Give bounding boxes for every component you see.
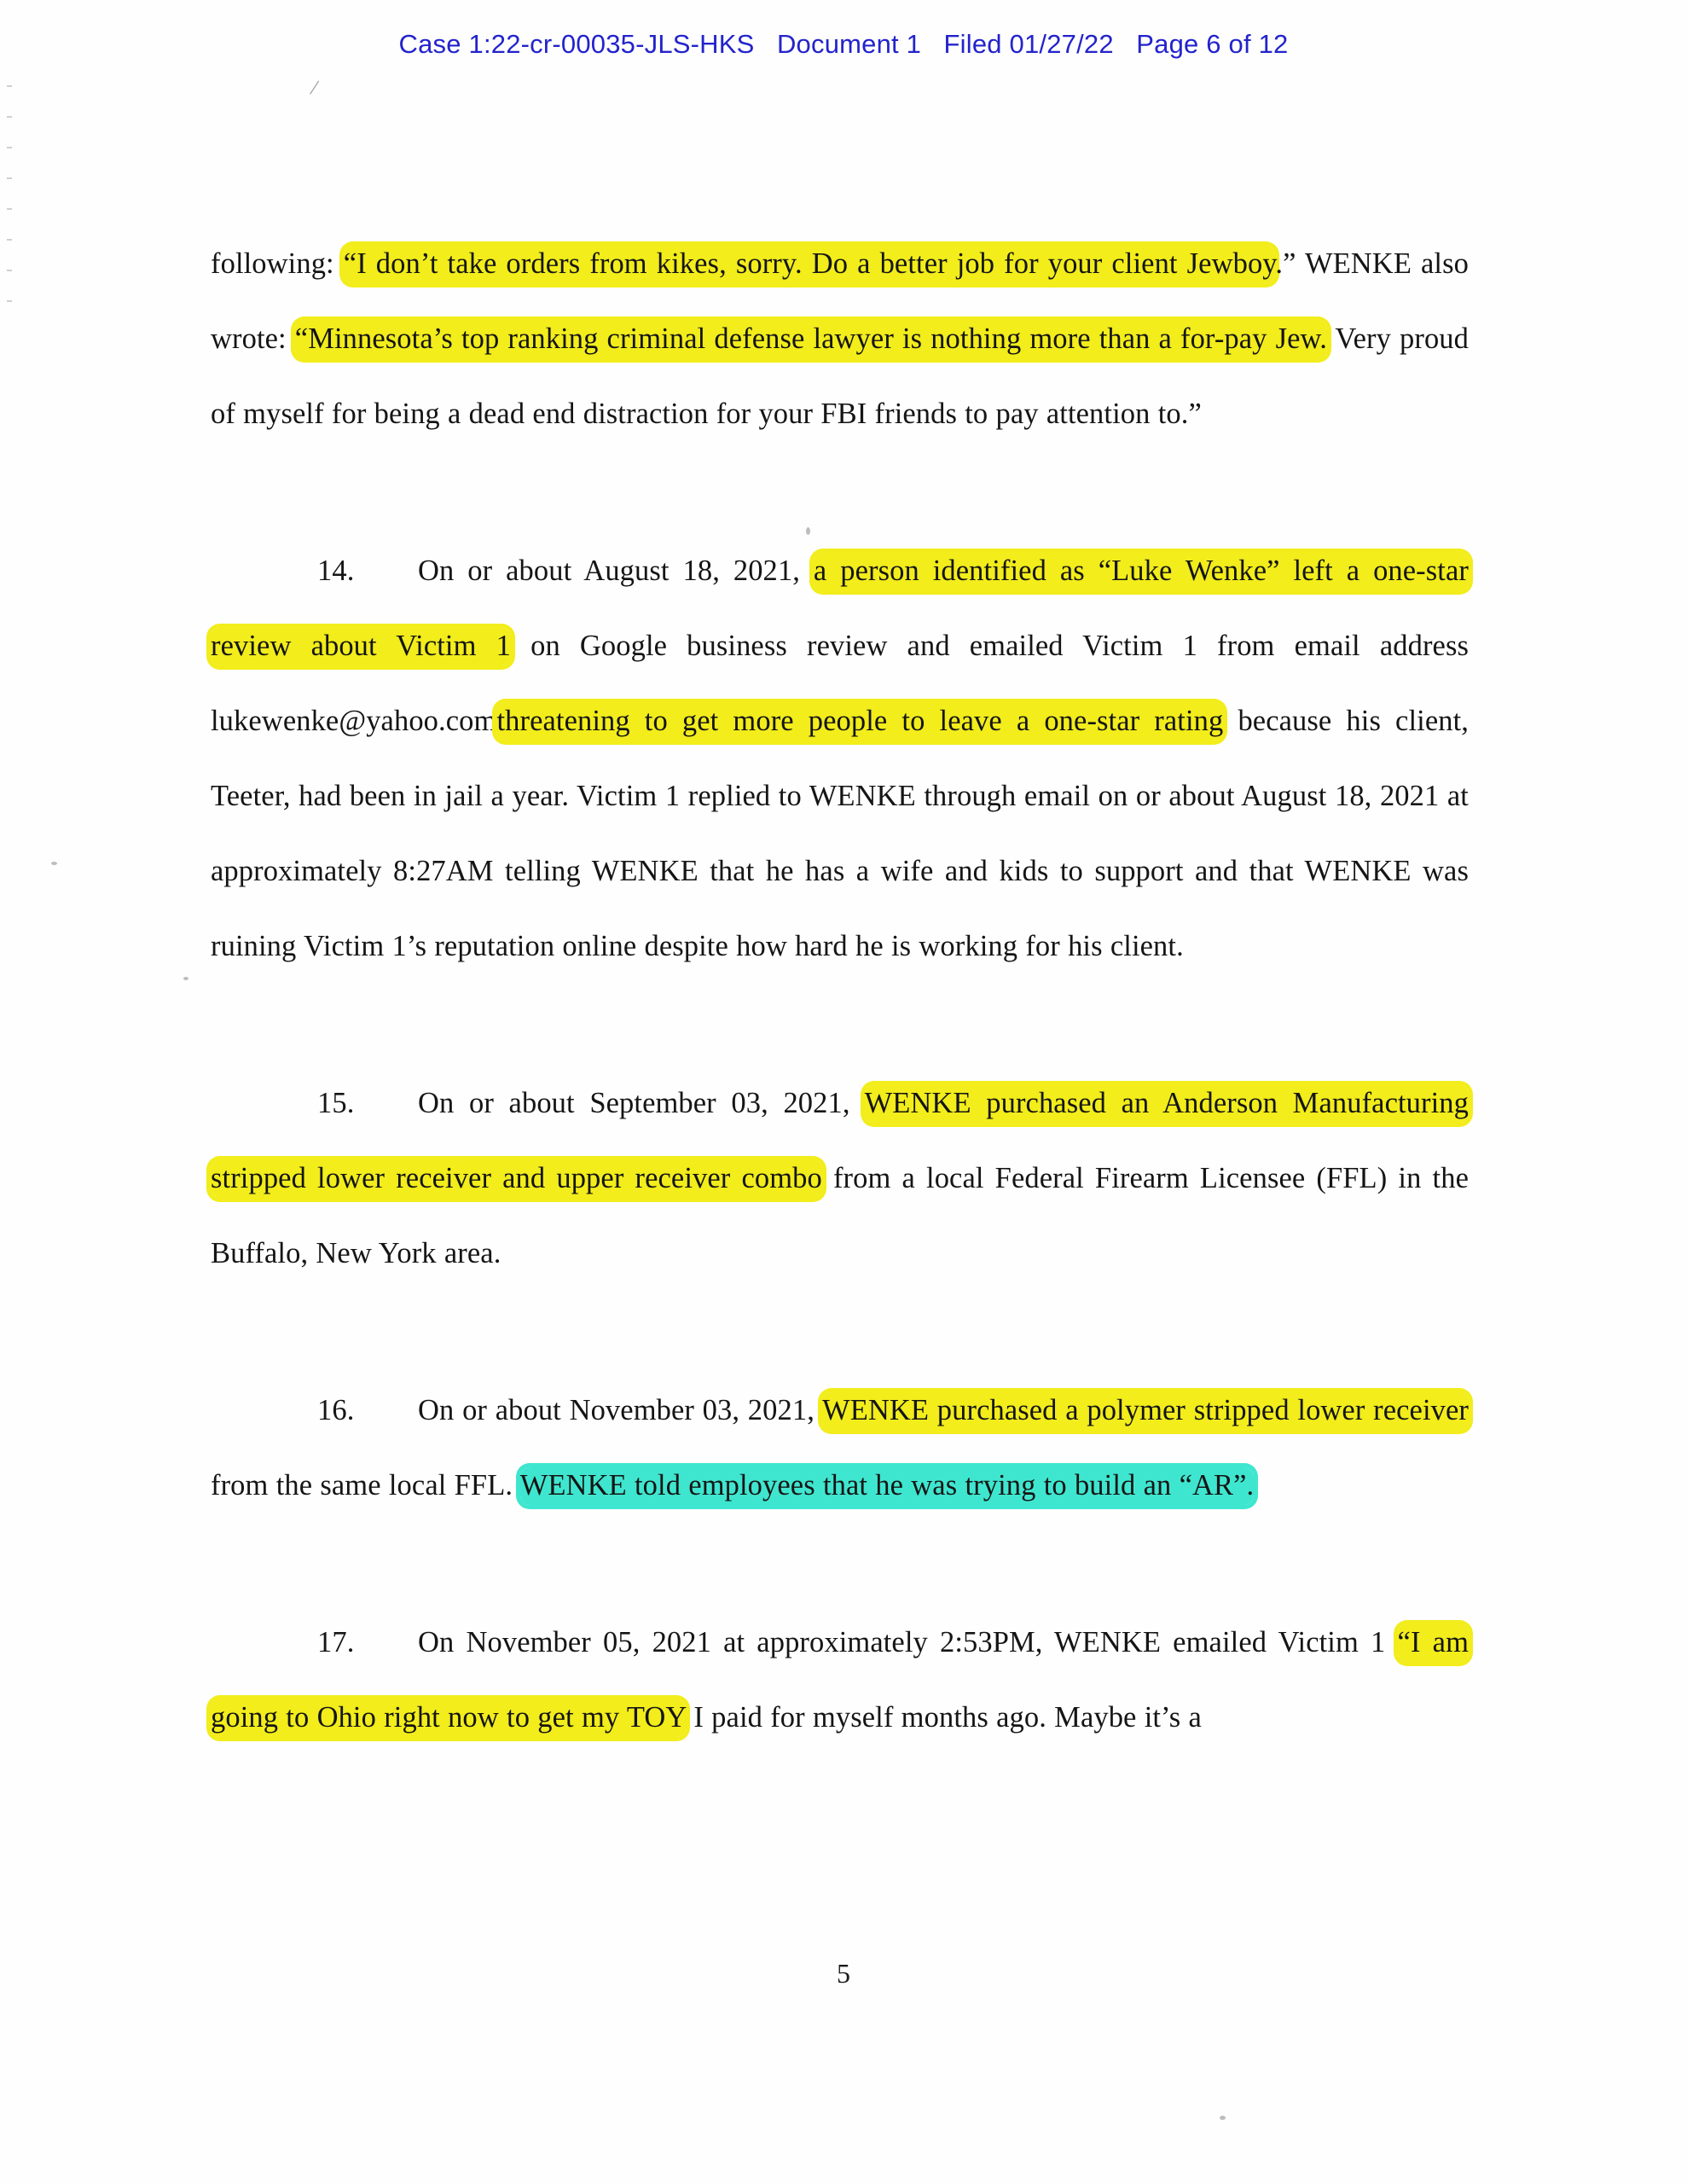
document-body — [211, 226, 1469, 1755]
highlight-quote-2: “Minnesota’s top ranking criminal defense lawyer is nothing more than a for-pay Jew. — [295, 321, 1327, 358]
paragraph-gap — [211, 1291, 1469, 1373]
paragraph-17-seg-1: On November 05, 2021 at approximately 2:53PM, WENKE emailed Victim 1 — [418, 1626, 1398, 1658]
paragraph-14 — [211, 533, 1469, 984]
paragraph-gap — [211, 984, 1469, 1066]
paragraph-gap — [211, 451, 1469, 533]
intro-lead: following: — [211, 247, 344, 280]
highlight-15-a: WENKE purchased an Anderson Manufacturing stripped lower receiver and upper receiver combo — [211, 1085, 1469, 1198]
highlight-14-b: threatening to get more people to leave a one-star rating — [496, 703, 1223, 741]
scan-artifact-margin-ticks — [7, 85, 12, 367]
intro-tail: Very proud of myself for being a dead end distraction for your FBI friends to pay attention to.” — [211, 322, 1470, 430]
paragraph-gap — [211, 1523, 1469, 1605]
ecf-header-stamp: Case 1:22-cr-00035-JLS-HKS Document 1 Filed 01/27/22 Page 6 of 12 — [398, 29, 1289, 59]
paragraph-14-seg-3: because his client, Teeter, had been in jail a year. Victim 1 replied to WENKE through email on or about August 18, 2021 at approximately 8:27AM telling WENKE that he has a wife and kids to support and that WENKE was ruining Victim 1’s reputation online despite how hard he is working for his client. — [211, 705, 1469, 962]
scan-artifact-slash: / — [308, 74, 321, 101]
paragraph-16 — [211, 1373, 1469, 1523]
paragraph-intro — [211, 226, 1469, 451]
paragraph-17-number: 17. — [317, 1626, 355, 1658]
intro-mid: WENKE also wrote: — [211, 247, 1469, 355]
paragraph-15-seg-2: from a local Federal Firearm Licensee (FFL) in the Buffalo, New York area. — [211, 1162, 1469, 1269]
scan-artifact-speck — [51, 862, 57, 865]
highlight-14-a: a person identified as “Luke Wenke” left a one-star review about Victim 1 — [211, 553, 1469, 665]
paragraph-14-seg-2: on Google business review and emailed Victim 1 from email address lukewenke@yahoo.com — [211, 630, 1469, 737]
page-number: 5 — [837, 1958, 850, 1989]
paragraph-15 — [211, 1066, 1469, 1291]
highlight-17-a: “I am going to Ohio right now to get my TOY — [211, 1624, 1469, 1737]
paragraph-15-seg-1: On or about September 03, 2021, — [418, 1087, 865, 1119]
paragraph-16-seg-1: On or about November 03, 2021, — [418, 1394, 823, 1426]
highlight-16-a: WENKE purchased a polymer stripped lower receiver — [822, 1392, 1469, 1430]
scan-artifact-speck — [183, 977, 188, 980]
paragraph-14-seg-1: On or about August 18, 2021, — [418, 555, 814, 587]
paragraph-15-number: 15. — [317, 1087, 355, 1119]
paragraph-17-seg-2: I paid for myself months ago. Maybe it’s a — [686, 1701, 1202, 1734]
intro-quote-1-tail: .” — [1275, 247, 1296, 280]
paragraph-14-number: 14. — [317, 555, 355, 587]
highlight-quote-1: “I don’t take orders from kikes, sorry. Do a better job for your client Jewboy — [344, 246, 1276, 283]
paragraph-16-seg-2: from the same local FFL. — [211, 1469, 520, 1502]
highlight-16-cyan: WENKE told employees that he was trying to build an “AR”. — [520, 1467, 1255, 1505]
paragraph-16-number: 16. — [317, 1394, 355, 1426]
scan-artifact-speck — [1220, 2116, 1226, 2120]
paragraph-17 — [211, 1605, 1469, 1755]
